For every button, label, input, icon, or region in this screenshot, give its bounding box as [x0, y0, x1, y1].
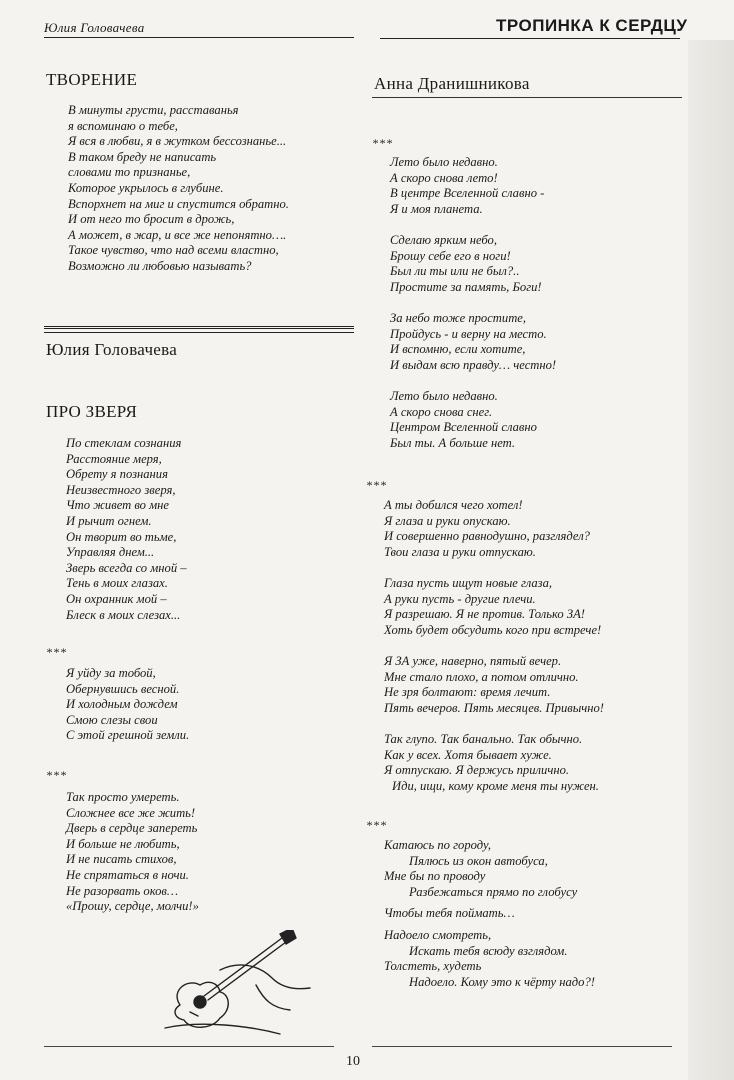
poem-line: Блеск в моих слезах... — [66, 607, 181, 622]
poem-line: В центре Вселенной славно - — [390, 186, 545, 201]
poem-line: Глаза пусть ищут новые глаза, — [384, 575, 553, 590]
poem-line: По стеклам сознания — [66, 436, 182, 450]
poem-line: Не зря болтают: время лечит. — [384, 685, 551, 700]
poem-ya-uydu — [66, 666, 189, 744]
stars-separator: *** — [46, 768, 67, 782]
author-rule — [372, 97, 682, 98]
poem-line: Брошу себе его в ноги! — [390, 248, 511, 263]
poem-line: Я уйду за тобой, — [66, 666, 156, 680]
poem-line: Не спрятаться в ночи. — [66, 867, 189, 882]
stars-separator: *** — [366, 478, 387, 492]
header-rule — [44, 37, 354, 38]
page-number: 10 — [346, 1054, 360, 1069]
poem-line: Центром Вселенной славно — [390, 420, 537, 435]
poem-line: Обернувшись весной. — [66, 681, 180, 696]
poem-line: Был ты. А больше нет. — [390, 435, 516, 450]
poem-line: Я и моя планета. — [390, 201, 483, 216]
stars-separator: *** — [366, 818, 387, 832]
poem-line: Надоело. Кому это к чёрту надо?! — [409, 974, 595, 989]
poem-line: Мне стало плохо, а потом отлично. — [384, 669, 579, 684]
poem-line: За небо тоже простите, — [390, 310, 527, 325]
poem-line: Мне бы по проводу — [384, 869, 486, 884]
poem-line: Дверь в сердце запереть — [66, 821, 198, 836]
poem-line: Которое укрылось в глубине. — [68, 180, 224, 195]
poem-line: Возможно ли любовью называть? — [68, 258, 252, 273]
poem-tvorenie — [68, 103, 289, 275]
poem-line: Обрету я познания — [66, 467, 168, 482]
poem-line: Был ли ты или не был?.. — [390, 264, 520, 279]
poem-line: И рычит огнем. — [66, 513, 152, 528]
poem-line: Простите за память, Боги! — [390, 279, 542, 294]
poem-line: Я вся в любви, я в жутком бессознанье... — [68, 134, 287, 149]
poem-line: А может, в жар, и все же непонятно…. — [68, 227, 287, 242]
poem-line: Он охранник мой – — [66, 591, 167, 606]
poem-line: Неизвестного зверя, — [66, 482, 176, 497]
section-divider — [44, 326, 354, 333]
poem-line: Я ЗА уже, наверно, пятый вечер. — [384, 653, 562, 668]
poem-line: Тень в моих глазах. — [66, 576, 168, 591]
poem-line: Чтобы тебя поймать… — [384, 906, 515, 921]
running-header-magazine: ТРОПИНКА К СЕРДЦУ — [496, 16, 688, 35]
poem-katayus — [384, 838, 595, 990]
poem-line: Я разрешаю. Я не против. Только ЗА! — [384, 607, 585, 622]
poem-line: Лето было недавно. — [390, 155, 498, 169]
poem-line: В минуты грусти, расставанья — [68, 103, 239, 117]
stars-separator: *** — [46, 645, 67, 659]
poem-line: Хоть будет обсудить кого при встрече! — [384, 622, 602, 637]
poem-line: И больше не любить, — [66, 836, 180, 851]
guitar-illustration — [160, 930, 330, 1040]
poem-line: Не разорвать оков… — [66, 883, 179, 898]
poem-line: «Прошу, сердце, молчи!» — [66, 899, 199, 914]
poem-line: Я глаза и руки опускаю. — [384, 513, 511, 528]
footer-rule — [372, 1046, 672, 1047]
poem-line: Сделаю ярким небо, — [390, 232, 497, 247]
poem-line: словами то признанье, — [68, 165, 191, 180]
poem-line: С этой грешной земли. — [66, 728, 190, 743]
poem-line: А руки пусть - другие плечи. — [384, 591, 536, 606]
running-header-author: Юлия Головачева — [44, 20, 145, 35]
poem-line: Зверь всегда со мной – — [66, 560, 187, 575]
poem-tak-prosto — [66, 790, 199, 915]
poem-line: В таком бреду не написать — [68, 149, 217, 164]
poem-line: Так глупо. Так банально. Так обычно. — [384, 731, 583, 746]
poem-line: А скоро снова снег. — [390, 404, 493, 419]
poem-line: Вспорхнет на миг и спустится обратно. — [68, 196, 289, 211]
poem-line: Я отпускаю. Я держусь прилично. — [384, 763, 570, 778]
poem-line: И холодным дождем — [66, 697, 178, 712]
poem-line: А скоро снова лето! — [390, 170, 498, 185]
poem-line: Он творит во тьме, — [66, 529, 177, 544]
section-author: Анна Дранишникова — [374, 74, 530, 93]
poem-title-tvorenie: ТВОРЕНИЕ — [46, 70, 138, 89]
poem-line: И вспомню, если хотите, — [390, 342, 526, 357]
poem-line: Такое чувство, что над всеми властно, — [68, 243, 279, 258]
poem-line: И от него то бросит в дрожь, — [68, 212, 235, 227]
poem-line: Пять вечеров. Пять месяцев. Привычно! — [384, 700, 604, 715]
section-author: Юлия Головачева — [46, 340, 178, 359]
poem-a-ty-dobilsya — [384, 498, 604, 794]
poem-line: Как у всех. Хотя бывает хуже. — [384, 747, 552, 762]
poem-line: Пялюсь из окон автобуса, — [409, 853, 548, 868]
poem-line: Толстеть, худеть — [384, 959, 482, 974]
poem-line: я вспоминаю о тебе, — [68, 118, 178, 133]
poem-line: Так просто умереть. — [66, 790, 180, 804]
header-rule — [380, 38, 680, 39]
poem-line: И совершенно равнодушно, разглядел? — [384, 529, 590, 544]
poem-line: Твои глаза и руки отпускаю. — [384, 544, 536, 559]
poem-line: Надоело смотреть, — [384, 927, 492, 942]
poem-line: Катаюсь по городу, — [384, 838, 492, 852]
poem-leto — [390, 155, 556, 451]
footer-rule — [44, 1046, 334, 1047]
poem-line in: Иди, ищи, кому кроме меня ты нужен. — [392, 778, 599, 793]
poem-line: Пройдусь - и верну на место. — [390, 326, 547, 341]
stars-separator: *** — [372, 136, 393, 150]
poem-line: И не писать стихов, — [66, 852, 177, 867]
poem-line: Управляя днем... — [66, 545, 155, 560]
poem-line: А ты добился чего хотел! — [384, 498, 523, 512]
adjacent-page-edge — [688, 40, 734, 1080]
poem-line: Лето было недавно. — [390, 388, 498, 403]
poem-line: Искать тебя всюду взглядом. — [409, 943, 568, 958]
poem-line: Расстояние меря, — [66, 451, 162, 466]
poem-line: Сложнее все же жить! — [66, 805, 196, 820]
poem-line: И выдам всю правду… честно! — [390, 357, 557, 372]
poem-line: Разбежаться прямо по глобусу — [409, 884, 578, 899]
poem-pro-zverya — [66, 436, 187, 623]
poem-line: Смою слезы свои — [66, 712, 158, 727]
poem-line: Что живет во мне — [66, 498, 169, 513]
poem-title-pro-zverya: ПРО ЗВЕРЯ — [46, 402, 138, 421]
